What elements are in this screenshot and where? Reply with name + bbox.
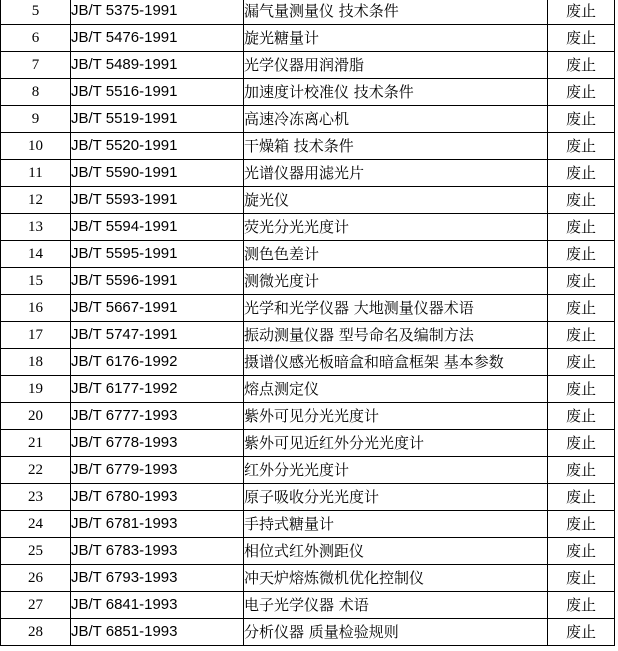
table-row (1, 322, 615, 349)
table-row (1, 403, 615, 430)
table-row (1, 484, 615, 511)
standard-code-cell: JB/T 6783-1993 (71, 538, 244, 565)
standard-code-cell: JB/T 6841-1993 (71, 592, 244, 619)
standard-name-cell: 紫外可见近红外分光光度计 (244, 430, 548, 457)
standard-name-cell: 测色色差计 (244, 241, 548, 268)
standard-code-cell: JB/T 6176-1992 (71, 349, 244, 376)
standard-code-cell: JB/T 6177-1992 (71, 376, 244, 403)
standard-name-cell: 测微光度计 (244, 268, 548, 295)
status-cell: 废止 (548, 133, 615, 160)
row-number-cell: 22 (1, 457, 71, 484)
standard-code-cell: JB/T 6793-1993 (71, 565, 244, 592)
row-number-cell: 24 (1, 511, 71, 538)
status-cell: 废止 (548, 187, 615, 214)
standard-code-cell: JB/T 5476-1991 (71, 25, 244, 52)
standard-name-cell: 旋光仪 (244, 187, 548, 214)
status-cell: 废止 (548, 376, 615, 403)
status-cell: 废止 (548, 214, 615, 241)
standard-name-cell: 摄谱仪感光板暗盒和暗盒框架 基本参数 (244, 349, 548, 376)
status-cell: 废止 (548, 295, 615, 322)
standard-code-cell: JB/T 5520-1991 (71, 133, 244, 160)
standard-code-cell: JB/T 5593-1991 (71, 187, 244, 214)
standard-name-cell: 原子吸收分光光度计 (244, 484, 548, 511)
status-cell: 废止 (548, 160, 615, 187)
row-number-cell: 8 (1, 79, 71, 106)
standard-code-cell: JB/T 6777-1993 (71, 403, 244, 430)
row-number-cell: 27 (1, 592, 71, 619)
row-number-cell: 9 (1, 106, 71, 133)
table-row (1, 25, 615, 52)
standard-name-cell: 光学和光学仪器 大地测量仪器术语 (244, 295, 548, 322)
standard-code-cell: JB/T 5596-1991 (71, 268, 244, 295)
row-number-cell: 13 (1, 214, 71, 241)
row-number-cell: 14 (1, 241, 71, 268)
table-row (1, 133, 615, 160)
standard-code-cell: JB/T 5667-1991 (71, 295, 244, 322)
standard-name-cell: 荧光分光光度计 (244, 214, 548, 241)
table-row (1, 511, 615, 538)
standard-name-cell: 光学仪器用润滑脂 (244, 52, 548, 79)
standard-name-cell: 熔点测定仪 (244, 376, 548, 403)
row-number-cell: 28 (1, 619, 71, 646)
row-number-cell: 25 (1, 538, 71, 565)
table-row (1, 241, 615, 268)
standard-code-cell: JB/T 6780-1993 (71, 484, 244, 511)
table-row (1, 0, 615, 25)
status-cell: 废止 (548, 538, 615, 565)
row-number-cell: 21 (1, 430, 71, 457)
row-number-cell: 17 (1, 322, 71, 349)
standard-name-cell: 紫外可见分光光度计 (244, 403, 548, 430)
standard-name-cell: 分析仪器 质量检验规则 (244, 619, 548, 646)
table-row (1, 538, 615, 565)
row-number-cell: 7 (1, 52, 71, 79)
table-row (1, 79, 615, 106)
table-body (1, 0, 615, 646)
standard-code-cell: JB/T 5595-1991 (71, 241, 244, 268)
row-number-cell: 20 (1, 403, 71, 430)
standard-code-cell: JB/T 5489-1991 (71, 52, 244, 79)
standard-code-cell: JB/T 6851-1993 (71, 619, 244, 646)
table-row (1, 565, 615, 592)
status-cell: 废止 (548, 619, 615, 646)
standard-code-cell: JB/T 5747-1991 (71, 322, 244, 349)
table-row (1, 376, 615, 403)
row-number-cell: 18 (1, 349, 71, 376)
table-row (1, 187, 615, 214)
table-row (1, 295, 615, 322)
status-cell: 废止 (548, 349, 615, 376)
standard-name-cell: 加速度计校准仪 技术条件 (244, 79, 548, 106)
status-cell: 废止 (548, 511, 615, 538)
status-cell: 废止 (548, 241, 615, 268)
standard-code-cell: JB/T 6779-1993 (71, 457, 244, 484)
row-number-cell: 15 (1, 268, 71, 295)
standard-code-cell: JB/T 5594-1991 (71, 214, 244, 241)
status-cell: 废止 (548, 25, 615, 52)
status-cell: 废止 (548, 430, 615, 457)
row-number-cell: 5 (1, 0, 71, 25)
row-number-cell: 16 (1, 295, 71, 322)
row-number-cell: 19 (1, 376, 71, 403)
standard-code-cell: JB/T 6781-1993 (71, 511, 244, 538)
table-row (1, 619, 615, 646)
standard-name-cell: 手持式糖量计 (244, 511, 548, 538)
status-cell: 废止 (548, 484, 615, 511)
standard-code-cell: JB/T 5519-1991 (71, 106, 244, 133)
standard-name-cell: 冲天炉熔炼微机优化控制仪 (244, 565, 548, 592)
row-number-cell: 10 (1, 133, 71, 160)
status-cell: 废止 (548, 52, 615, 79)
row-number-cell: 23 (1, 484, 71, 511)
table-row (1, 268, 615, 295)
status-cell: 废止 (548, 592, 615, 619)
status-cell: 废止 (548, 106, 615, 133)
row-number-cell: 12 (1, 187, 71, 214)
standard-name-cell: 振动测量仪器 型号命名及编制方法 (244, 322, 548, 349)
table-row (1, 52, 615, 79)
standard-name-cell: 电子光学仪器 术语 (244, 592, 548, 619)
table-row (1, 106, 615, 133)
standard-name-cell: 高速冷冻离心机 (244, 106, 548, 133)
status-cell: 废止 (548, 0, 615, 25)
status-cell: 废止 (548, 322, 615, 349)
standard-name-cell: 旋光糖量计 (244, 25, 548, 52)
standard-name-cell: 光谱仪器用滤光片 (244, 160, 548, 187)
table-row (1, 592, 615, 619)
status-cell: 废止 (548, 403, 615, 430)
row-number-cell: 11 (1, 160, 71, 187)
row-number-cell: 6 (1, 25, 71, 52)
standard-code-cell: JB/T 5516-1991 (71, 79, 244, 106)
standard-code-cell: JB/T 5590-1991 (71, 160, 244, 187)
table-row (1, 349, 615, 376)
standard-code-cell: JB/T 5375-1991 (71, 0, 244, 25)
table-row (1, 430, 615, 457)
table-row (1, 160, 615, 187)
standard-code-cell: JB/T 6778-1993 (71, 430, 244, 457)
table-row (1, 214, 615, 241)
standard-name-cell: 红外分光光度计 (244, 457, 548, 484)
status-cell: 废止 (548, 565, 615, 592)
status-cell: 废止 (548, 457, 615, 484)
status-cell: 废止 (548, 268, 615, 295)
table-row (1, 457, 615, 484)
standard-name-cell: 相位式红外测距仪 (244, 538, 548, 565)
standard-name-cell: 干燥箱 技术条件 (244, 133, 548, 160)
standard-name-cell: 漏气量测量仪 技术条件 (244, 0, 548, 25)
row-number-cell: 26 (1, 565, 71, 592)
status-cell: 废止 (548, 79, 615, 106)
